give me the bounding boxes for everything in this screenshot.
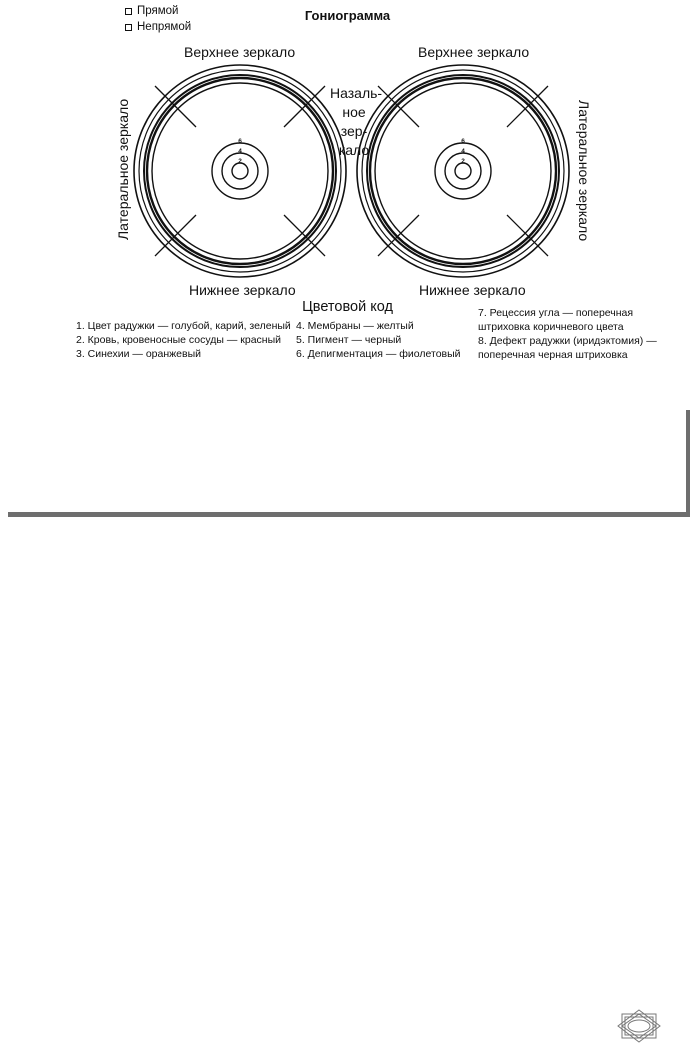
ring-number: 6 [461,138,465,145]
color-code-item: поперечная черная штриховка [478,349,628,361]
color-code-title: Цветовой код [302,299,393,315]
frame-border-bottom [8,512,690,517]
lower-mirror-label-left: Нижнее зеркало [189,282,296,298]
nested-squares-icon [616,1008,662,1044]
color-code-item: 8. Дефект радужки (иридэктомия) — [478,335,657,347]
color-code-item: 5. Пигмент — черный [296,334,402,346]
frame-border-right [686,410,690,516]
color-code-item: 1. Цвет радужки — голубой, карий, зеленый [76,320,291,332]
ring-2 [455,163,471,179]
color-code-item: 3. Синехии — оранжевый [76,348,202,360]
diagram-title: Гониограмма [304,8,391,23]
ring-number: 2 [461,158,465,165]
color-code-column-1 [76,319,291,361]
nasal-line: кало [338,142,370,158]
ring-number: 4 [461,148,465,155]
color-code-column-2 [296,319,461,361]
legend-label: Непрямой [137,21,192,33]
color-code-item: 4. Мембраны — желтый [296,320,414,332]
ring-2 [232,163,248,179]
nasal-mirror-label [330,84,383,160]
legend-label: Прямой [137,5,179,17]
ring-number: 6 [238,138,242,145]
color-code-item: 6. Депигментация — фиолетовый [296,348,461,360]
ring-number: 4 [238,148,242,155]
lower-mirror-label-right: Нижнее зеркало [419,282,526,298]
ring-number: 2 [238,158,242,165]
upper-mirror-label-left: Верхнее зеркало [184,44,296,60]
nasal-line: Назаль- [330,85,383,101]
upper-mirror-label-right: Верхнее зеркало [418,44,530,60]
color-code-item: 7. Рецессия угла — поперечная [478,307,634,319]
color-code-column-3 [478,306,657,362]
nasal-line: ное зер- [340,104,368,139]
left-eye-gonioscopy [134,65,346,277]
lateral-mirror-label-left: Латеральное зеркало [115,98,131,240]
lateral-mirror-label-right: Латеральное зеркало [576,100,592,242]
color-code-item: штриховка коричневого цвета [478,321,624,333]
color-code-item: 2. Кровь, кровеносные сосуды — красный [76,334,282,346]
right-eye-gonioscopy [357,65,569,277]
